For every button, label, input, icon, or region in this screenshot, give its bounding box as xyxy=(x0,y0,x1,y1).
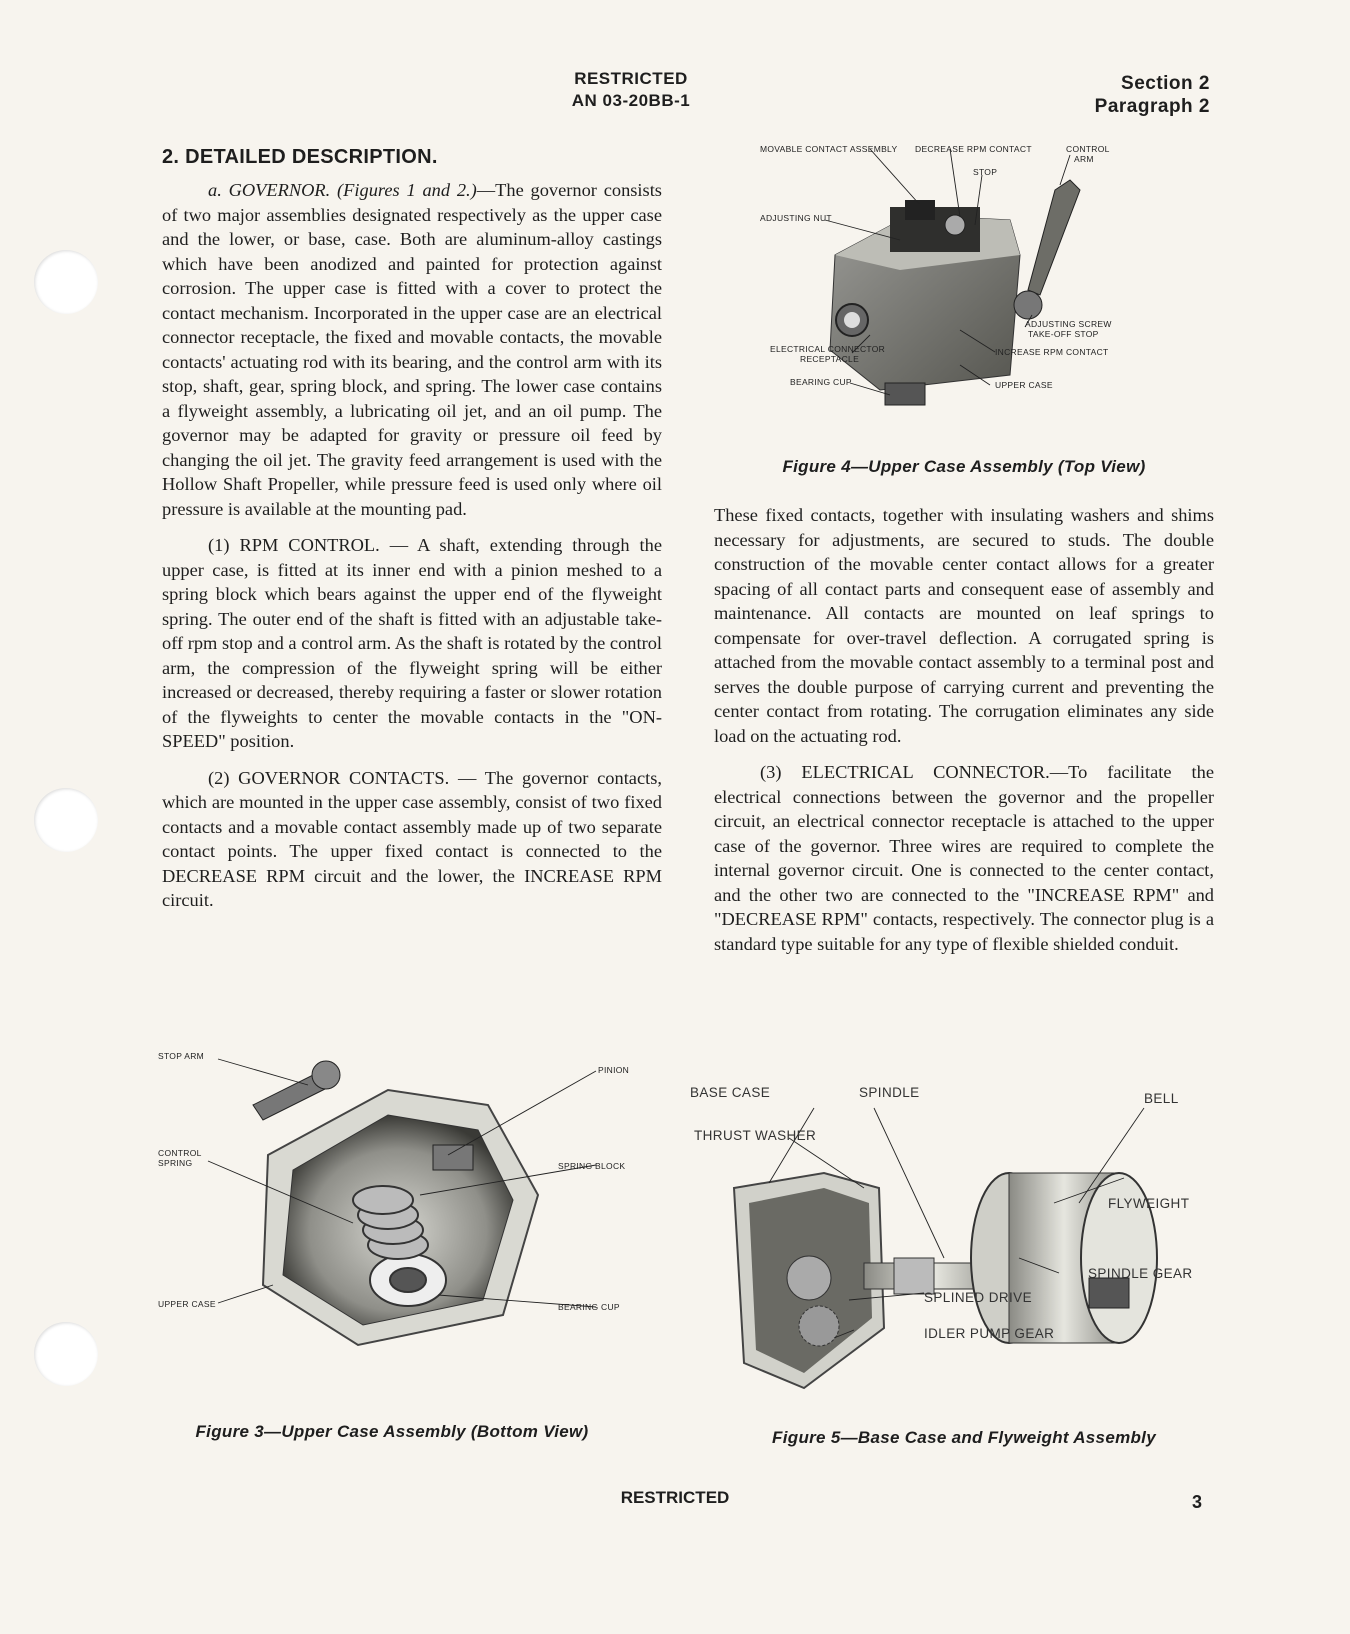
figure-5-caption: Figure 5—Base Case and Flyweight Assembly xyxy=(772,1428,1156,1447)
figure-5-photo xyxy=(690,1078,1214,1408)
fig3-label-bearing-cup: BEARING CUP xyxy=(558,1302,620,1312)
page-header-right xyxy=(1095,72,1210,118)
fig4-label-control-arm-2: ARM xyxy=(1074,154,1094,164)
figure-4-caption: Figure 4—Upper Case Assembly (Top View) xyxy=(782,457,1146,476)
fig4-label-decrease-rpm: DECREASE RPM CONTACT xyxy=(915,144,1032,154)
fig4-label-adjusting-nut: ADJUSTING NUT xyxy=(760,213,832,223)
figure-4 xyxy=(760,144,1160,420)
fig4-label-upper-case: UPPER CASE xyxy=(995,380,1053,390)
punch-hole xyxy=(34,788,98,852)
figure-3-photo xyxy=(158,1045,658,1375)
page-number: 3 xyxy=(1191,1492,1202,1512)
fig4-label-increase-rpm: INCREASE RPM CONTACT xyxy=(995,347,1109,357)
fig3-label-spring-block: SPRING BLOCK xyxy=(558,1161,626,1171)
footer-restricted: RESTRICTED xyxy=(620,1488,730,1507)
fig4-label-control-arm-1: CONTROL xyxy=(1066,144,1110,154)
fig4-label-adjusting-screw-1: ADJUSTING SCREW xyxy=(1025,319,1112,329)
fig3-label-pinion: PINION xyxy=(598,1065,630,1075)
rpm-control-paragraph: (1) RPM CONTROL. — A shaft, extending through the upper case, is fitted at its inner end with a pinion meshed to a spring block which bears against the upper end of the flyweight spring. The outer end of the shaft is fitted with an adjustable take-off rpm stop and a control arm. As the shaft is rotated by the control arm, the compression of the flyweight spring will be either increased or decreased, thereby requiring a faster or slower rotation of the flyweights to center the movable contacts in the "ON-SPEED" position. xyxy=(162,535,662,751)
header-paragraph: Paragraph 2 xyxy=(1094,96,1210,117)
fig4-label-connector-1: ELECTRICAL CONNECTOR xyxy=(770,344,886,354)
fig3-label-stop-arm: STOP ARM xyxy=(158,1051,205,1061)
fig5-label-splined-drive: SPLINED DRIVE xyxy=(924,1290,1032,1305)
figure-5 xyxy=(690,1078,1214,1408)
fig4-label-connector-2: RECEPTACLE xyxy=(800,354,860,364)
fig4-label-stop: STOP xyxy=(973,167,998,177)
fig5-label-thrust-washer: THRUST WASHER xyxy=(694,1128,817,1143)
left-column xyxy=(162,144,662,925)
fig3-label-upper-case: UPPER CASE xyxy=(158,1299,216,1309)
governor-figure-ref: (Figures 1 and 2.) xyxy=(337,180,477,200)
header-doc-number: AN 03-20BB-1 xyxy=(571,91,691,110)
page-header-center xyxy=(0,68,1262,112)
fig4-label-bearing-cup: BEARING CUP xyxy=(790,377,852,387)
fig5-label-idler-pump-gear: IDLER PUMP GEAR xyxy=(924,1326,1055,1341)
electrical-connector-paragraph: (3) ELECTRICAL CONNECTOR.—To facilitate the electrical connections between the governor and the propeller circuit, an electrical connector receptacle is attached to the upper case of the governor. Three wires are required to complete the internal governor circuit. One is connected to the center contact, and the other two are connected to the "INCREASE RPM" and "DECREASE RPM" contacts, respectively. The connector plug is a standard type suitable for any type of flexible shielded conduit. xyxy=(714,762,1214,954)
fig5-label-spindle: SPINDLE xyxy=(859,1085,920,1100)
fig4-label-adjusting-screw-2: TAKE-OFF STOP xyxy=(1028,329,1099,339)
figure-3 xyxy=(158,1045,658,1375)
fig3-label-control-spring-1: CONTROL xyxy=(158,1148,202,1158)
fig3-label-control-spring-2: SPRING xyxy=(158,1158,193,1168)
governor-contacts-paragraph: (2) GOVERNOR CONTACTS. — The governor contacts, which are mounted in the upper case assembly, consist of two fixed contacts and a movable contact assembly made up of two separate contact points. The upper fixed contact is connected to the DECREASE RPM circuit and the lower, the INCREASE RPM circuit. xyxy=(162,767,662,910)
governor-lead: a. GOVERNOR. xyxy=(208,180,331,200)
figure-4-photo xyxy=(760,144,1160,420)
figure-3-caption: Figure 3—Upper Case Assembly (Bottom View) xyxy=(195,1422,589,1441)
punch-hole xyxy=(34,1322,98,1386)
governor-text: —The governor consists of two major assemblies designated respectively as the upper case and the lower, or base, case. Both are aluminum-alloy castings which have been anodized and painted for protection against corrosion. The upper case is fitted with a cover to protect the contact mechanism. Incorporated in the upper case are an electrical connector receptacle, the fixed and movable contacts, the movable contacts' actuating rod with its bearing, and the control arm with its stop, shaft, gear, spring block, and spring. The lower case contains a flyweight assembly, a lubricating oil jet, and an oil pump. The governor may be adapted for gravity or pressure oil feed by changing the oil jet. The gravity feed arrangement is used with the Hollow Shaft Propeller, while pressure feed is used only where oil pressure is available at the mounting pad. xyxy=(162,180,662,519)
fig4-label-movable-contact: MOVABLE CONTACT ASSEMBLY xyxy=(760,144,898,154)
governor-paragraph xyxy=(162,178,662,521)
section-heading: 2. DETAILED DESCRIPTION. xyxy=(162,146,438,168)
fig5-label-spindle-gear: SPINDLE GEAR xyxy=(1088,1266,1193,1281)
fixed-contacts-paragraph: These fixed contacts, together with insulating washers and shims necessary for adjustments, are secured to studs. The double construction of the movable center contact allows for a greater spacing of all contact parts and consequent ease of assembly and maintenance. All contacts are mounted on leaf springs to compensate for over-travel deflection. A corrugated spring is attached from the movable contact assembly to a terminal post and serves the double purpose of carrying current and preventing the center contact from rotating. The corrugation eliminates any side load on the actuating rod. xyxy=(714,505,1214,746)
right-column xyxy=(714,503,1214,968)
header-section: Section 2 xyxy=(1121,73,1210,94)
header-restricted: RESTRICTED xyxy=(574,69,688,88)
fig5-label-base-case: BASE CASE xyxy=(690,1085,771,1100)
punch-hole xyxy=(34,250,98,314)
fig5-label-bell: BELL xyxy=(1144,1091,1179,1106)
fig5-label-flyweight: FLYWEIGHT xyxy=(1108,1196,1190,1211)
